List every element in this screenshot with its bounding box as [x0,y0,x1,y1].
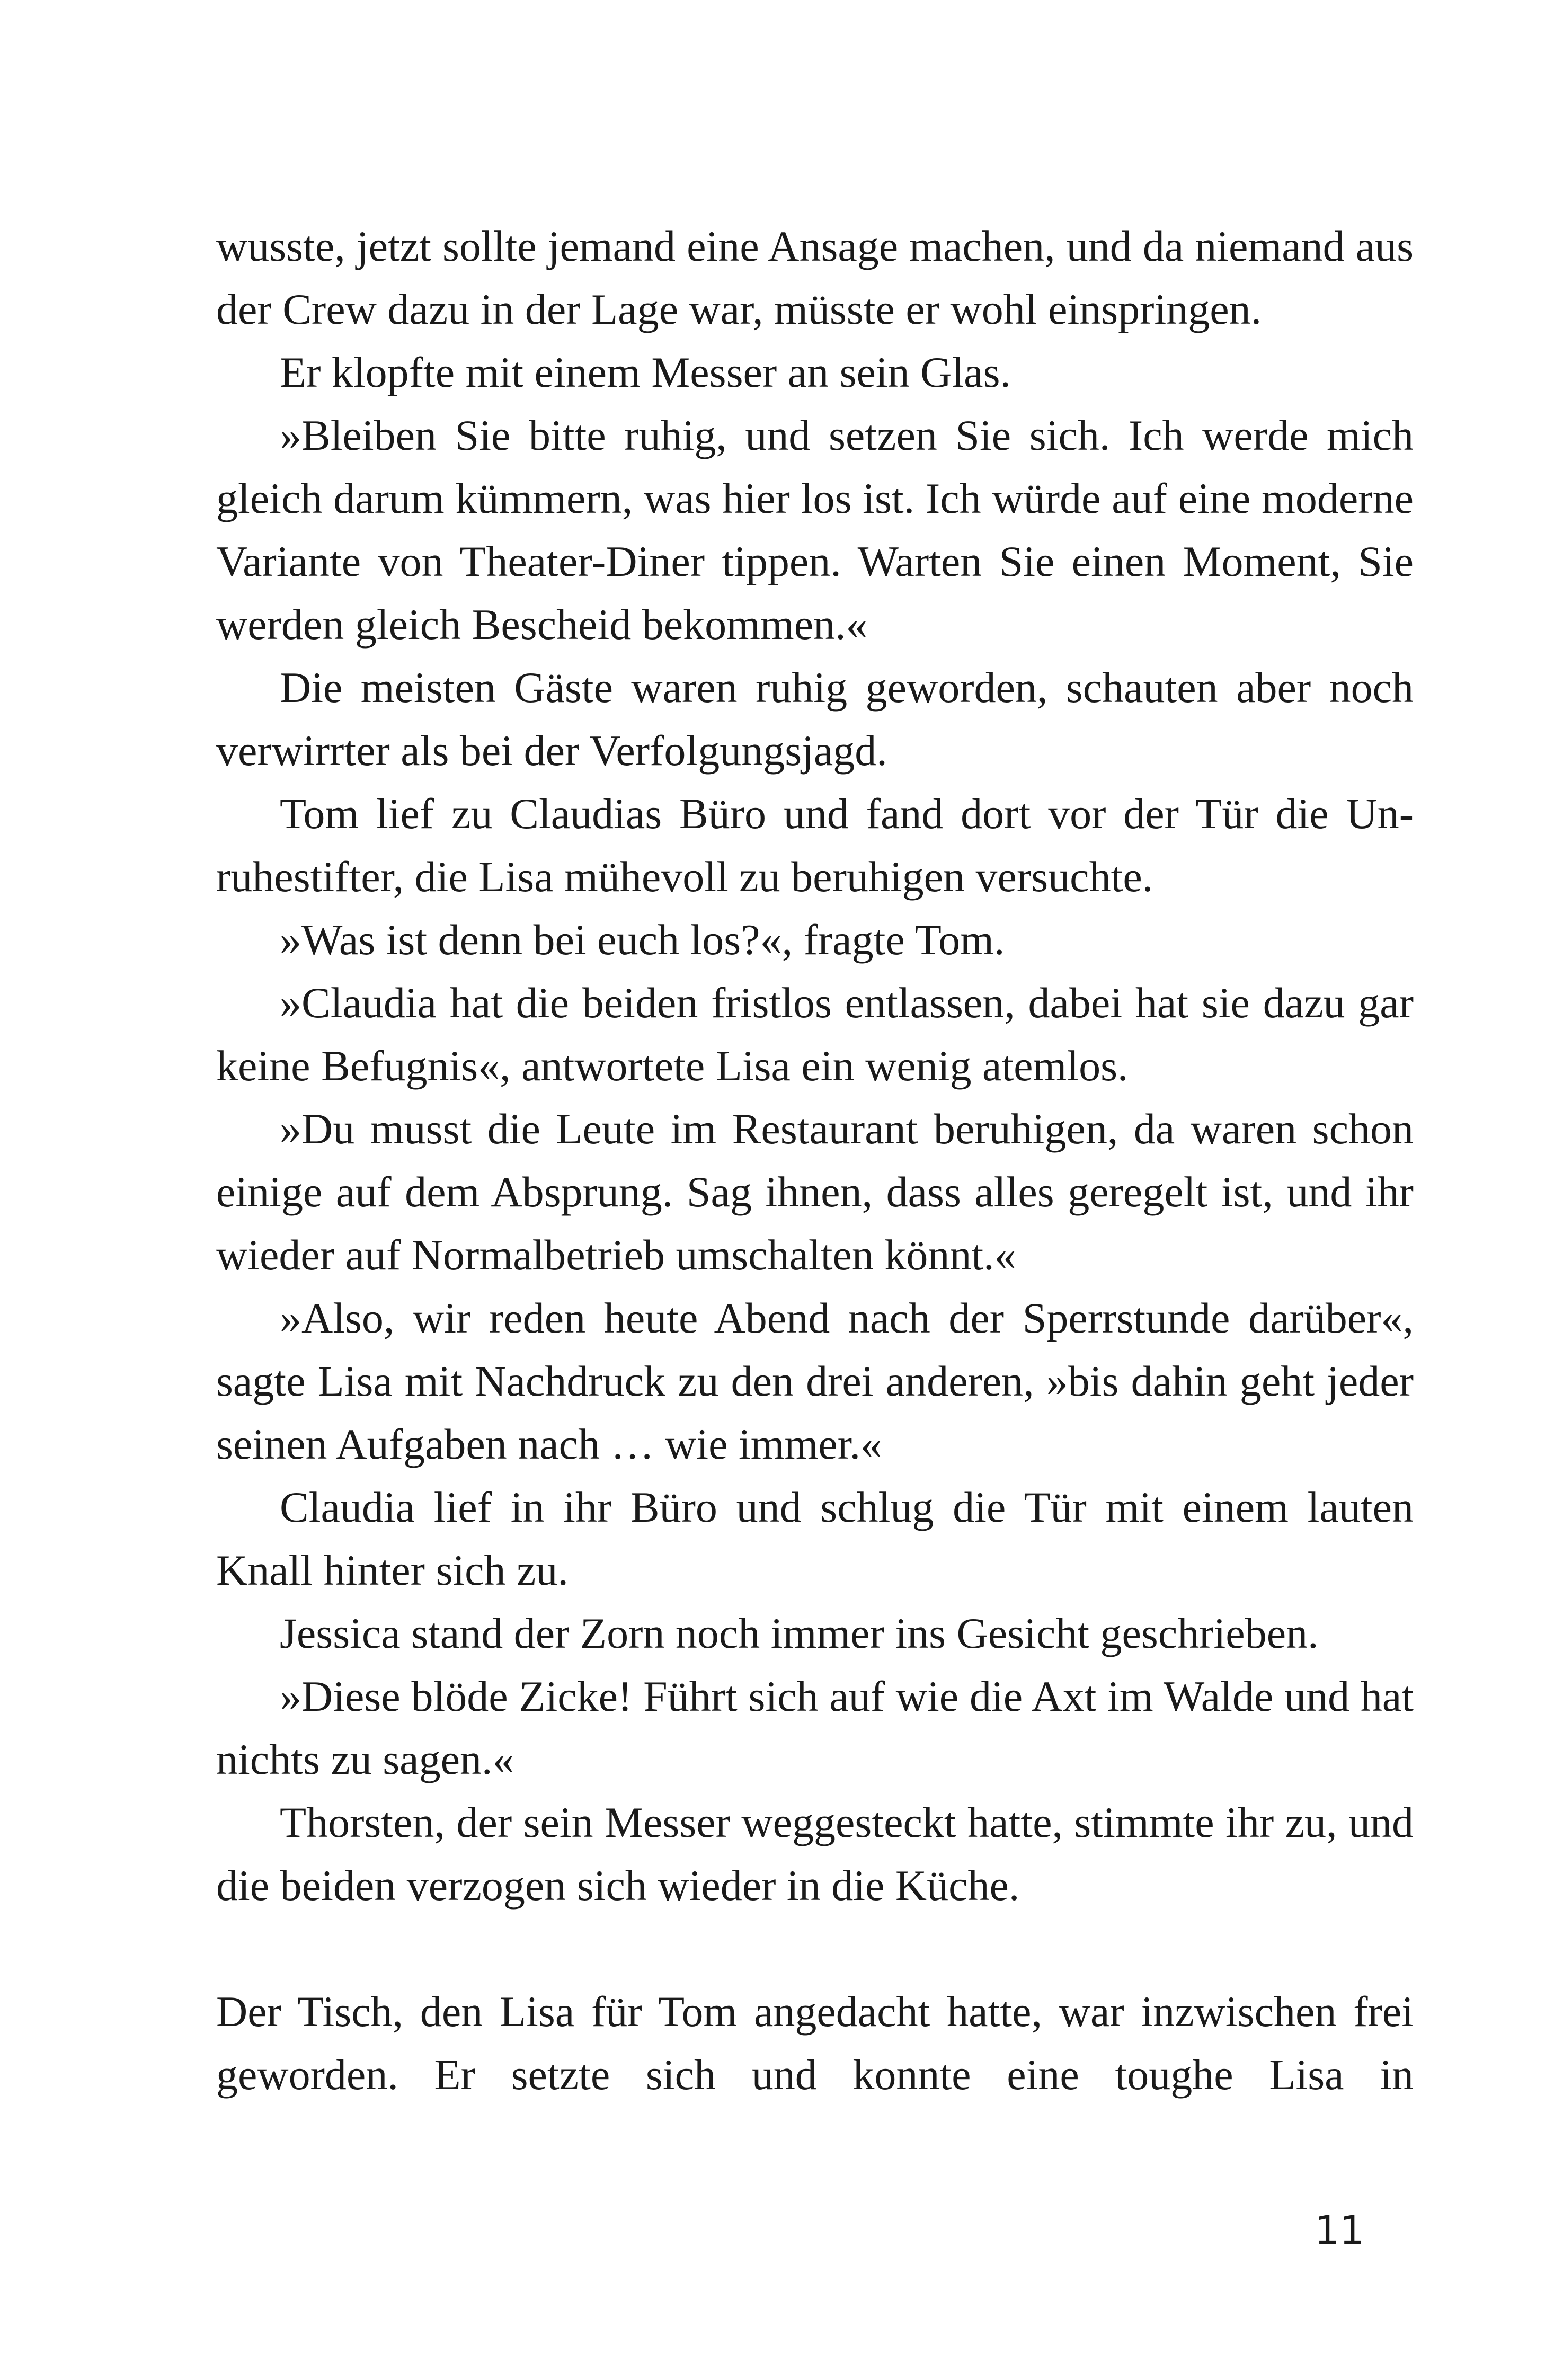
paragraph: »Diese blöde Zicke! Führt sich auf wie die Axt im Walde und hat nichts zu sagen.« [216,1672,1414,1783]
paragraph: wusste, jetzt sollte jemand eine Ansage machen, und da niemand aus der Crew dazu in der Lage war, müsste er wohl einspringen. [216,222,1414,333]
paragraph: Der Tisch, den Lisa für Tom angedacht hatte, war inzwischen frei geworden. Er setzte sich und konnte eine toughe Lisa in [216,1987,1414,2099]
section-break [216,1917,1414,1980]
paragraph: »Bleiben Sie bitte ruhig, und setzen Sie sich. Ich werde mich gleich darum kümmern, was hier los ist. Ich würde auf eine moderne Variante von Theater-Diner tippen. Warten Sie einen Moment, Sie werden gleich Bescheid bekommen.« [216,411,1414,649]
body-text [216,215,1414,2106]
paragraph: »Claudia hat die beiden fristlos entlassen, dabei hat sie dazu gar keine Befugnis«, antwortete Lisa ein wenig atemlos. [216,979,1414,1090]
paragraph: Claudia lief in ihr Büro und schlug die Tür mit einem lauten Knall hinter sich zu. [216,1483,1414,1594]
paragraph: Thorsten, der sein Messer weggesteckt hatte, stimmte ihr zu, und die beiden verzogen sich wieder in die Küche. [216,1798,1414,1910]
paragraph: Die meisten Gäste waren ruhig geworden, schauten aber noch verwirrter als bei der Verfolgungsjagd. [216,663,1414,775]
paragraph: »Also, wir reden heute Abend nach der Sperrstunde darüber«, sagte Lisa mit Nachdruck zu den drei anderen, »bis dahin geht jeder seinen Aufgaben nach … wie immer.« [216,1294,1414,1468]
paragraph: Er klopfte mit einem Messer an sein Glas. [280,348,1011,396]
paragraph: »Was ist denn bei euch los?«, fragte Tom. [280,916,1005,964]
page-number: 11 [1314,2208,1365,2253]
paragraph: Tom lief zu Claudias Büro und fand dort vor der Tür die Unruhestifter, die Lisa mühevoll zu beruhigen versuchte. [216,789,1414,901]
paragraph: Jessica stand der Zorn noch immer ins Gesicht geschrieben. [280,1609,1319,1657]
paragraph: »Du musst die Leute im Restaurant beruhigen, da waren schon einige auf dem Absprung. Sag ihnen, dass alles geregelt ist, und ihr wieder auf Normalbetrieb umschalten könnt.« [216,1105,1414,1279]
